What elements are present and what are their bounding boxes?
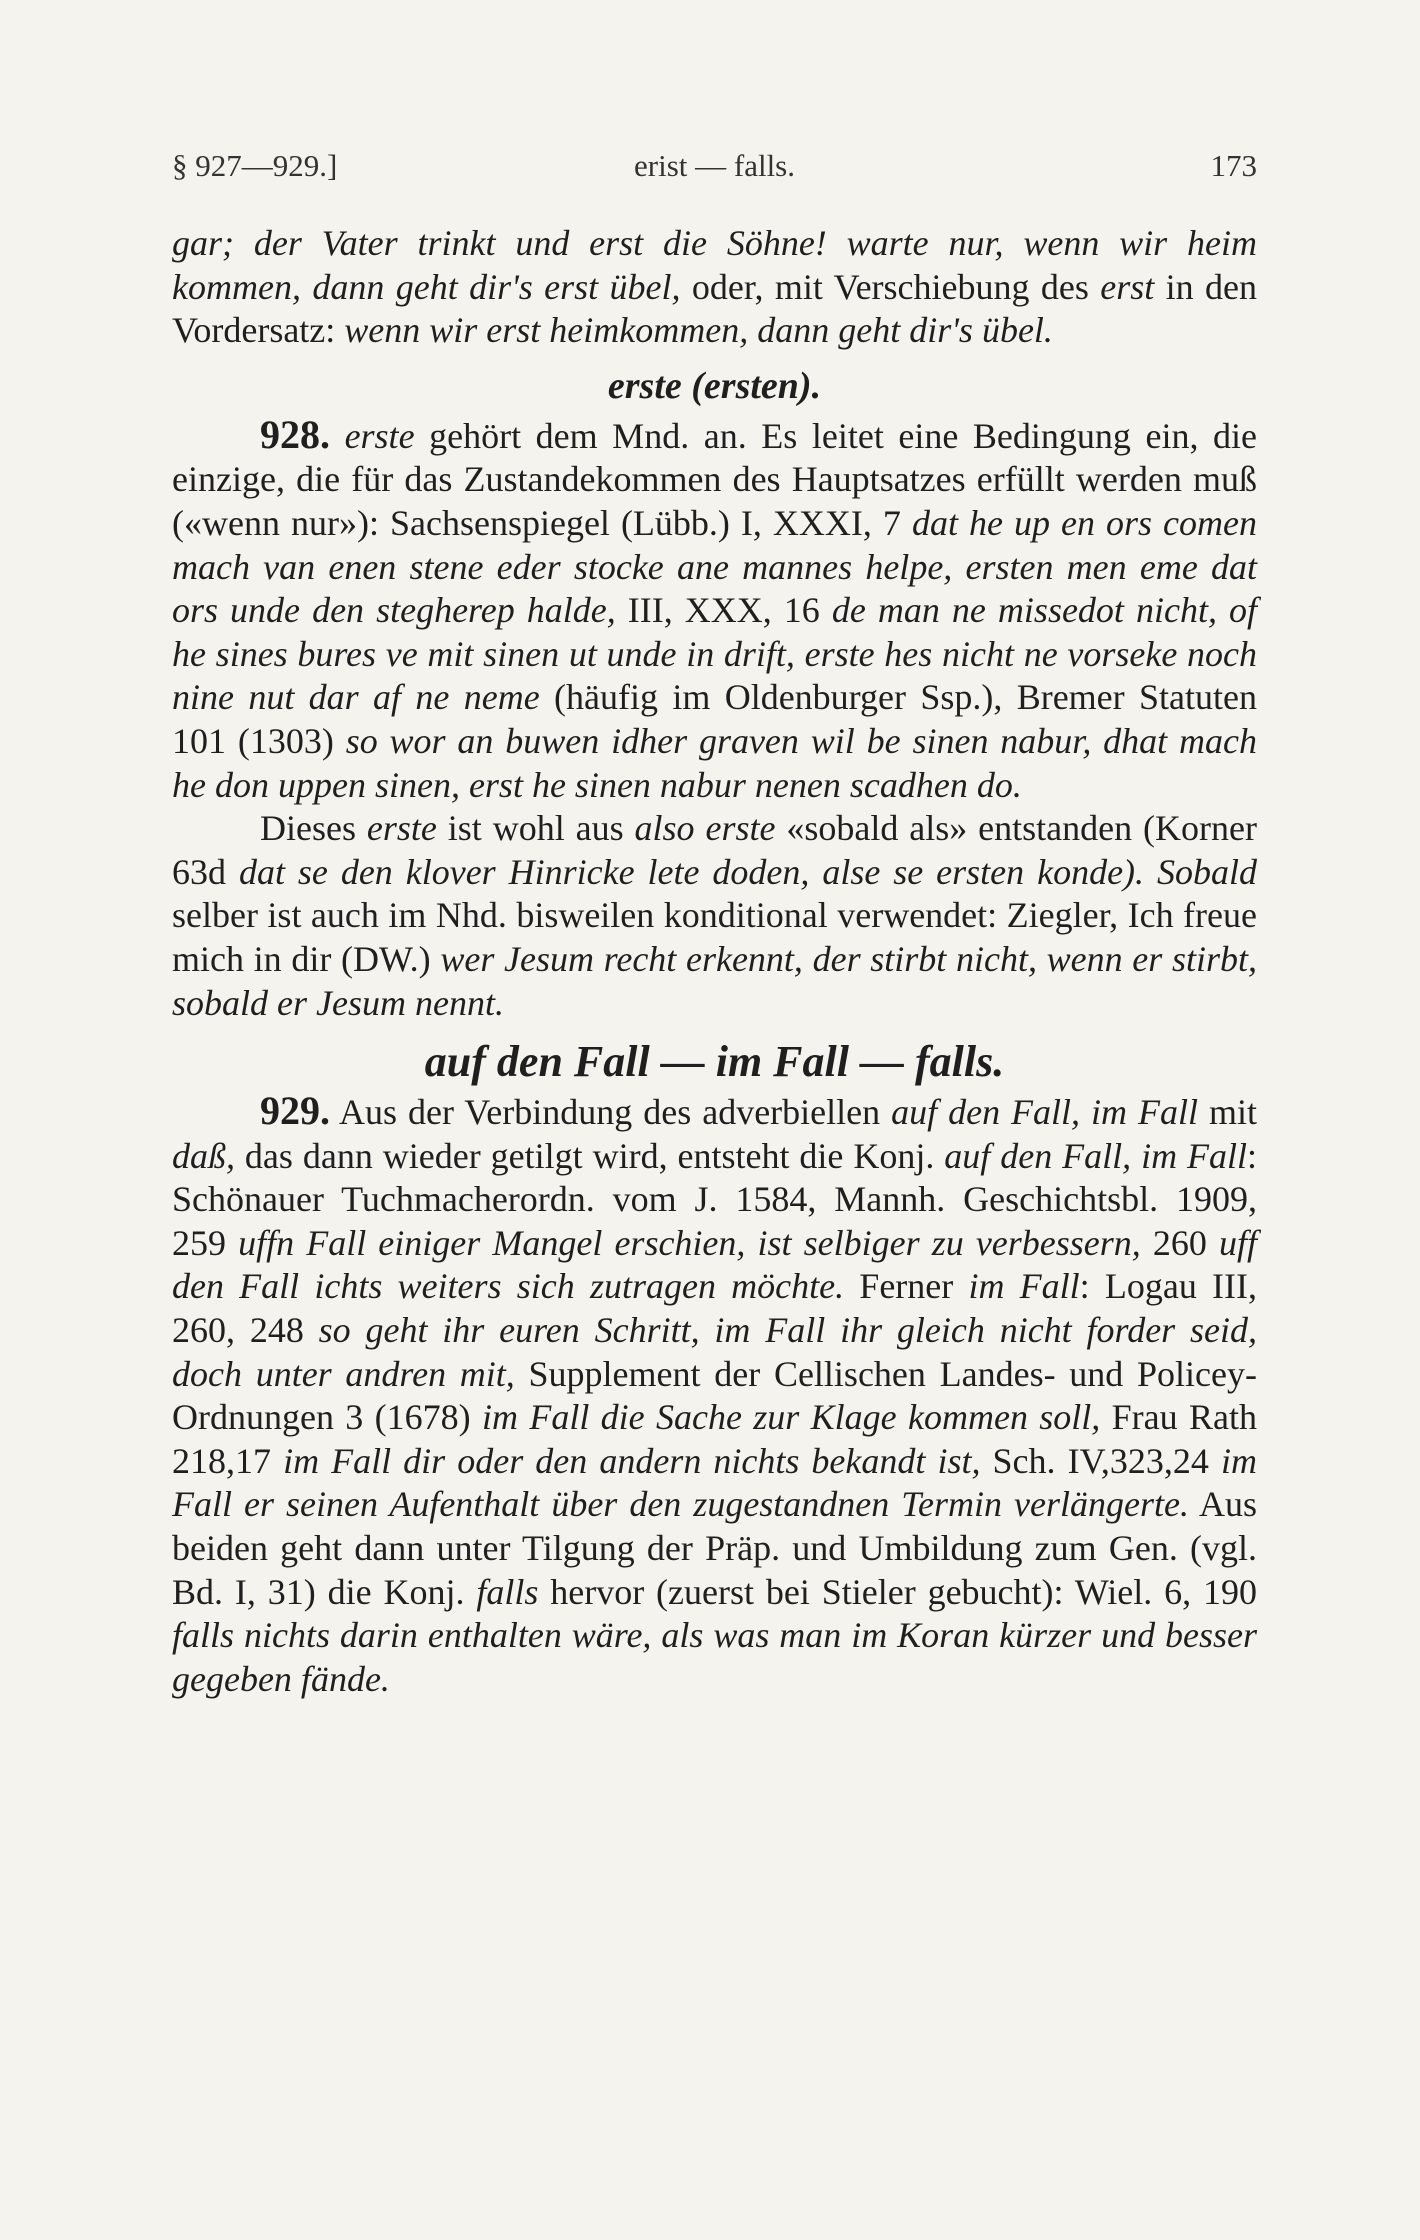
example-text: dat se den klover Hinricke lete doden, alse se ersten konde). xyxy=(238,851,1145,892)
example-text: Sobald xyxy=(1157,851,1258,892)
section-heading-falls xyxy=(172,1037,1257,1087)
example-text: erste xyxy=(344,415,415,456)
example-text: gar; der Vater trinkt und erst die Söhne! warte nur, wenn wir heim kommen, dann geht dir's erst übel, xyxy=(172,223,1257,307)
example-text: so wor an buwen idher graven wil be sinen nabur, dhat mach he don uppen sinen, erst he sinen nabur nenen scadhen do. xyxy=(172,720,1257,805)
header-title: erist — falls. xyxy=(634,148,795,183)
heading-main: auf den Fall — im Fall — falls. xyxy=(424,1037,1005,1087)
running-header xyxy=(172,148,1257,192)
example-text: auf den Fall, im Fall xyxy=(891,1092,1199,1133)
example-text: dat he up en ors comen mach van enen stene eder stocke ane mannes helpe, ersten men eme dat ors unde den stegherep halde, xyxy=(172,502,1257,631)
text: 260 xyxy=(1140,1222,1219,1263)
text: Sch. IV,323,24 xyxy=(980,1440,1221,1481)
text xyxy=(1144,852,1157,892)
example-text: erst xyxy=(1100,266,1155,307)
text: gehört dem Mnd. an. Es leitet eine Bedingung ein, die einzige, die für das Zustandekommen des Hauptsatzes erfüllt werden muß («wenn nur»): Sachsenspiegel (Lübb.) I, XXXI, 7 xyxy=(172,415,1257,543)
example-text: wenn wir erst heimkommen, dann geht dir's übel. xyxy=(344,310,1053,351)
text: oder, mit Verschiebung des xyxy=(680,266,1101,307)
example-text: de man ne missedot nicht, of he sines bures ve mit sinen ut unde in drift, erste hes nicht ne vorseke noch nine nut dar af ne neme xyxy=(172,590,1257,718)
text: Frau Rath 218,17 xyxy=(172,1397,1257,1481)
text: Ferner xyxy=(844,1266,969,1307)
text: III, XXX, 16 xyxy=(615,590,832,631)
example-text: falls nichts darin enthalten wäre, als was man im Koran kürzer und besser gegeben fände. xyxy=(172,1615,1257,1699)
example-text: im Fall xyxy=(968,1266,1080,1307)
text: : Schönauer Tuchmacherordn. vom J. 1584, Mannh. Geschichtsbl. 1909, 259 xyxy=(172,1135,1258,1263)
text: hervor (zuerst bei Stieler gebucht): Wiel. 6, 190 xyxy=(538,1571,1258,1612)
text: in den Vordersatz: xyxy=(172,266,1258,351)
text: Dieses xyxy=(260,808,367,849)
example-text: uffn Fall einiger Mangel erschien, ist selbiger zu verbessern, xyxy=(238,1222,1141,1263)
paragraph-928-continued xyxy=(172,807,1257,1025)
example-text: so geht ihr euren Schritt, im Fall ihr gleich nicht forder seid, doch unter andren mit, xyxy=(172,1310,1257,1394)
example-text: im Fall die Sache zur Klage kommen soll, xyxy=(481,1397,1101,1438)
section-number: 929. xyxy=(260,1088,330,1134)
example-text: auf den Fall, im Fall xyxy=(944,1135,1247,1176)
example-text: uff den Fall ichts weiters sich zutragen möchte. xyxy=(172,1222,1258,1307)
paragraph-continuation xyxy=(172,222,1257,353)
text: (häufig im Oldenburger Ssp.), Bremer Statuten 101 (1303) xyxy=(172,677,1257,761)
text: das dann wieder getilgt wird, entsteht die Konj. xyxy=(235,1135,945,1176)
page-body xyxy=(172,222,1257,1701)
heading-paren: (ersten). xyxy=(681,364,822,407)
text: : Logau III, 260, 248 xyxy=(172,1266,1258,1351)
example-text: falls xyxy=(476,1571,539,1612)
section-number: 928. xyxy=(260,411,330,457)
text: selber ist auch im Nhd. bisweilen konditional verwendet: Ziegler, Ich freue mich in dir (DW.) xyxy=(172,895,1257,979)
example-text: im Fall dir oder den andern nichts bekandt ist, xyxy=(283,1440,981,1481)
header-section-ref: § 927—929.] xyxy=(172,148,338,183)
text: mit xyxy=(1198,1092,1258,1133)
example-text: im Fall er seinen Aufenthalt über den zugestandnen Termin verlängerte. xyxy=(172,1440,1257,1525)
text: «sobald als» entstanden (Korner 63d xyxy=(172,808,1257,892)
text: Supplement der Cellischen Landes- und Policey-Ordnungen 3 (1678) xyxy=(172,1353,1257,1438)
page-number: 173 xyxy=(1210,148,1257,183)
example-text: daß, xyxy=(172,1135,235,1176)
text: ist wohl aus xyxy=(436,808,635,849)
paragraph-929 xyxy=(172,1089,1257,1701)
text: Aus der Verbindung des adverbiellen xyxy=(330,1092,892,1133)
section-heading-erste xyxy=(172,361,1257,411)
example-text: wer Jesum recht erkennt, der stirbt nicht, wenn er stirbt, sobald er Jesum nennt. xyxy=(172,938,1258,1023)
text: Aus beiden geht dann unter Tilgung der Präp. und Umbildung zum Gen. (vgl. Bd. I, 31) die Konj. xyxy=(172,1484,1257,1612)
example-text: also erste xyxy=(634,808,776,849)
paragraph-928 xyxy=(172,413,1257,807)
example-text: erste xyxy=(366,808,437,849)
heading-main: erste xyxy=(607,364,682,407)
